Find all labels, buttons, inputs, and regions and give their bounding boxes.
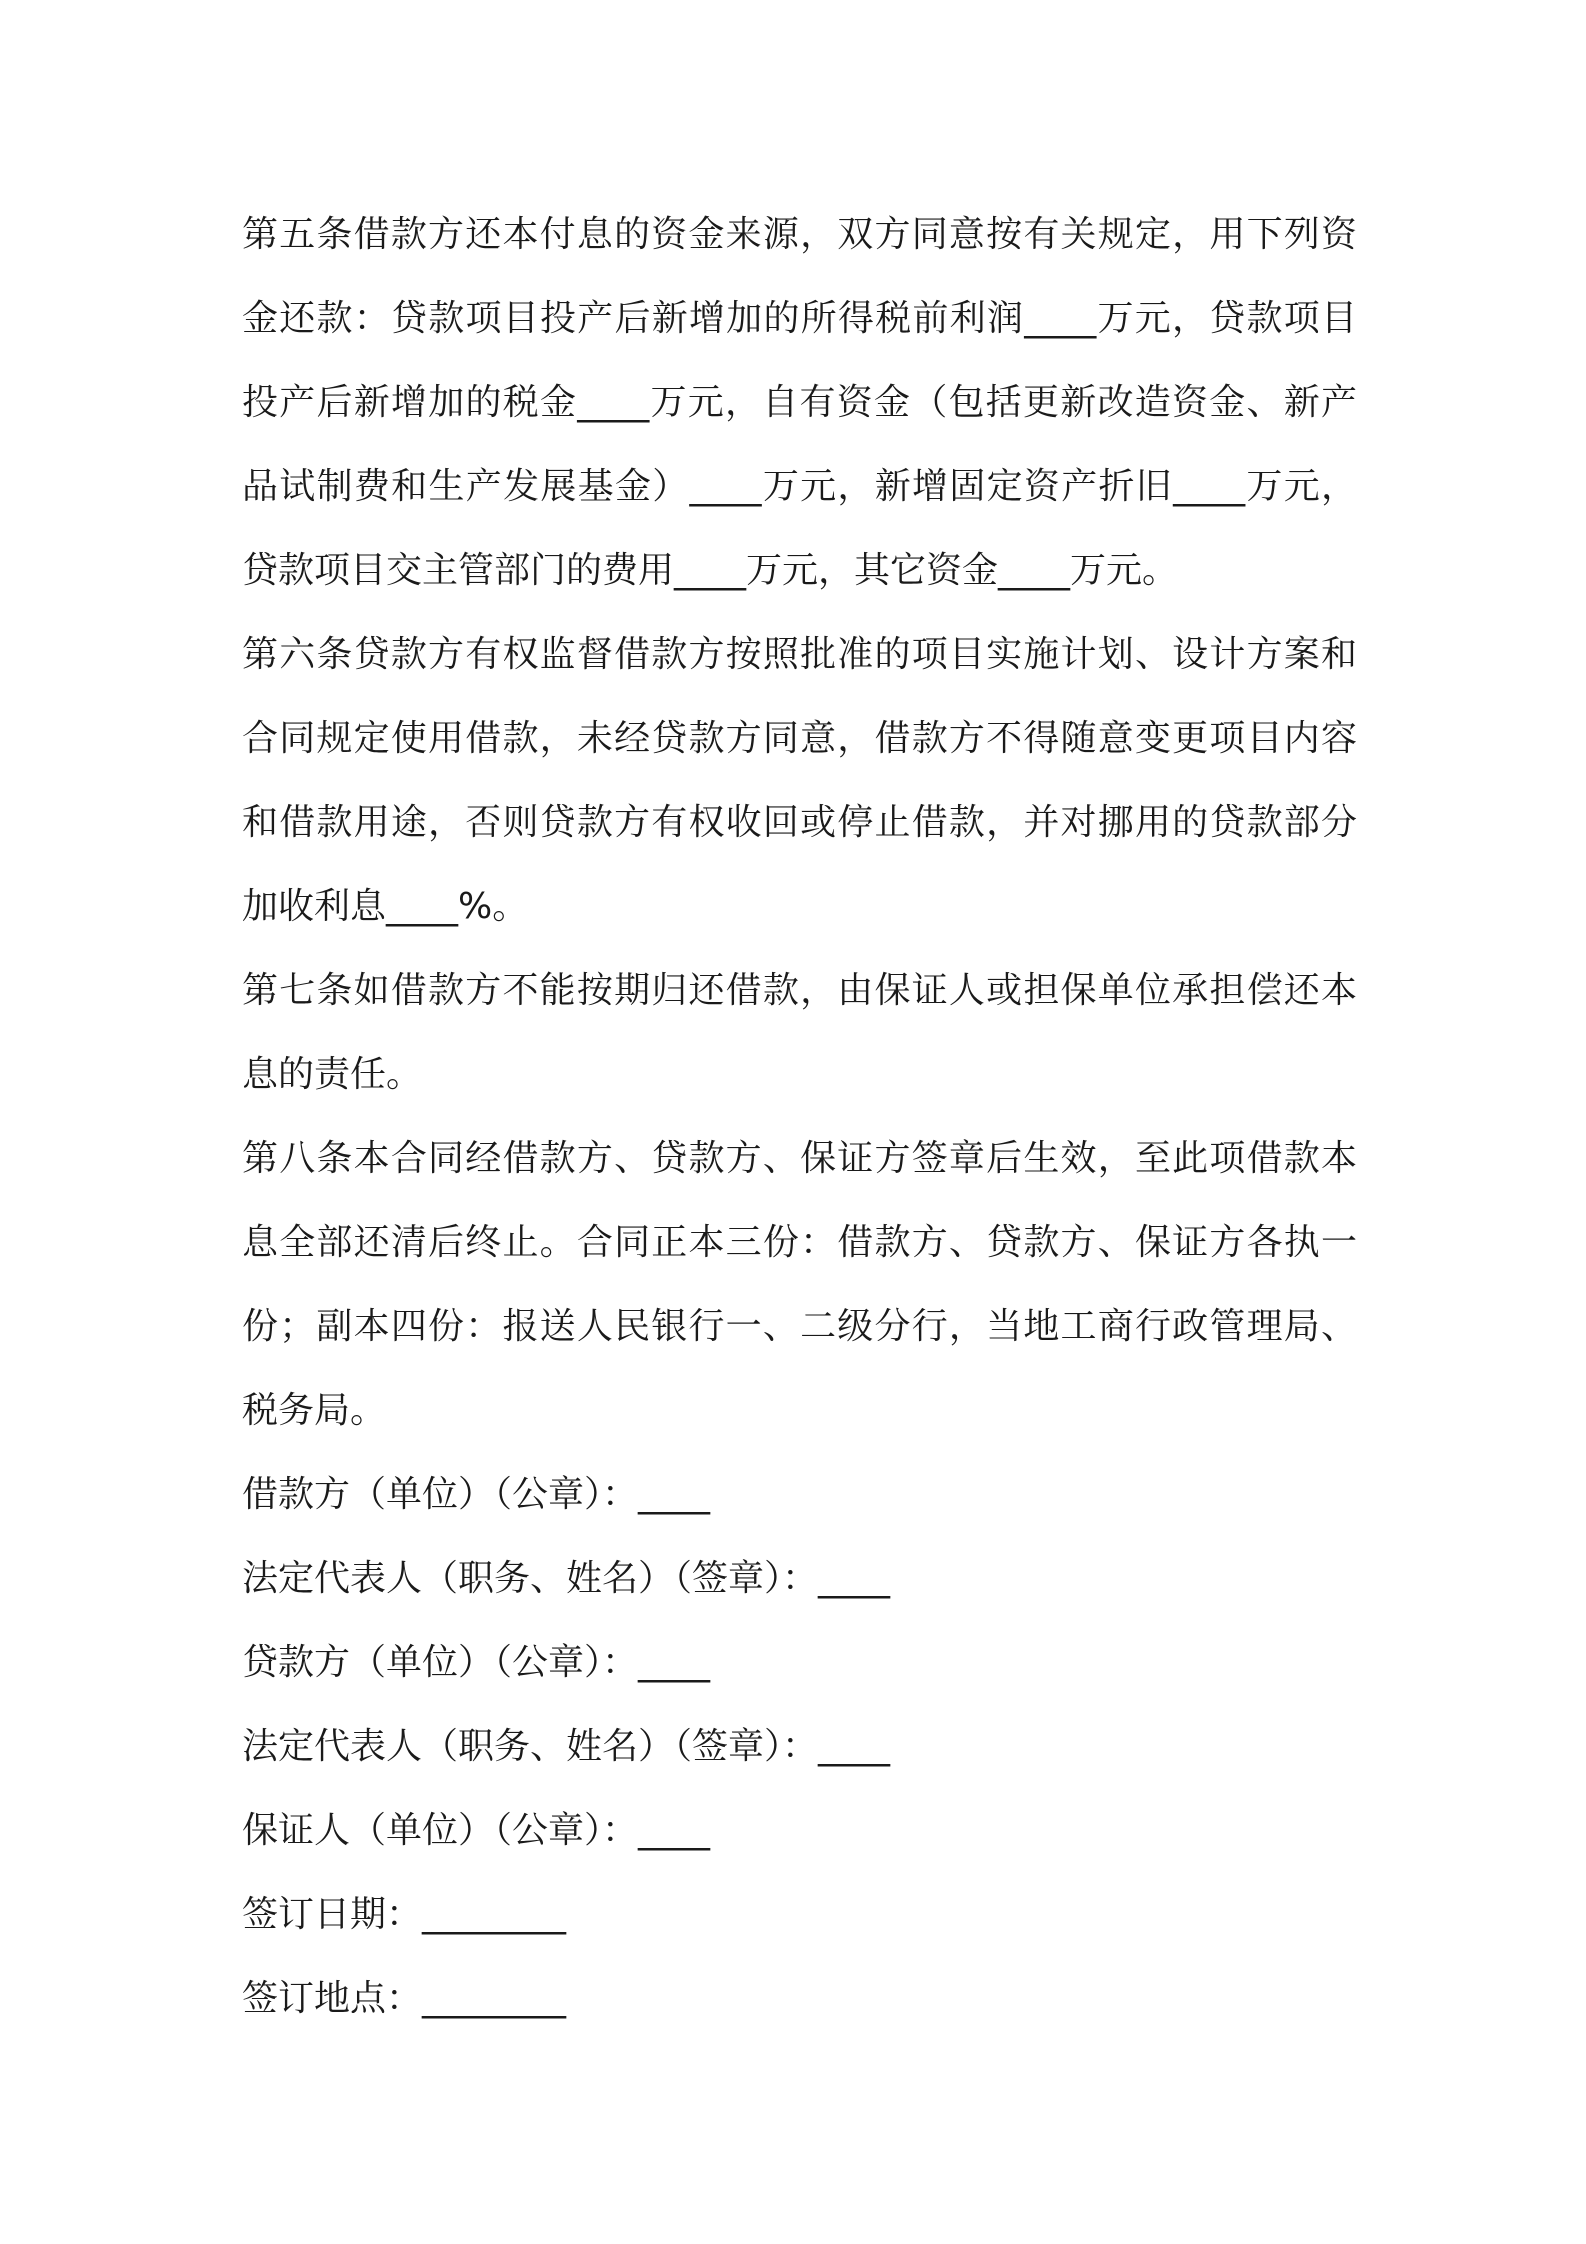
article-7: 第七条如借款方不能按期归还借款，由保证人或担保单位承担偿还本息的责任。 — [242, 970, 1357, 1095]
document-body — [242, 193, 1357, 2041]
article-5: 第五条借款方还本付息的资金来源，双方同意按有关规定，用下列资金还款：贷款项目投产后新增加的所得税前利润____万元，贷款项目投产后新增加的税金____万元，自有资金（包括更新改造资金、新产品试制费和生产发展基金）____万元，新增固定资产折旧____万元，贷款项目交主管部门的费用____万元，其它资金____万元。 — [242, 214, 1357, 591]
lender-representative-line: 法定代表人（职务、姓名）（签章）：____ — [242, 1726, 891, 1767]
article-8: 第八条本合同经借款方、贷款方、保证方签章后生效，至此项借款本息全部还清后终止。合同正本三份：借款方、贷款方、保证方各执一份；副本四份：报送人民银行一、二级分行，当地工商行政管理局、税务局。 — [242, 1138, 1357, 1431]
borrower-representative-line: 法定代表人（职务、姓名）（签章）：____ — [242, 1558, 891, 1599]
article-6: 第六条贷款方有权监督借款方按照批准的项目实施计划、设计方案和合同规定使用借款，未经贷款方同意，借款方不得随意变更项目内容和借款用途，否则贷款方有权收回或停止借款，并对挪用的贷款部分加收利息____%。 — [242, 634, 1357, 927]
lender-seal-line: 贷款方（单位）（公章）：____ — [242, 1642, 711, 1683]
signing-date-line: 签订日期：________ — [242, 1894, 567, 1935]
borrower-seal-line: 借款方（单位）（公章）：____ — [242, 1474, 711, 1515]
signing-place-line: 签订地点：________ — [242, 1978, 567, 2019]
guarantor-seal-line: 保证人（单位）（公章）：____ — [242, 1810, 711, 1851]
